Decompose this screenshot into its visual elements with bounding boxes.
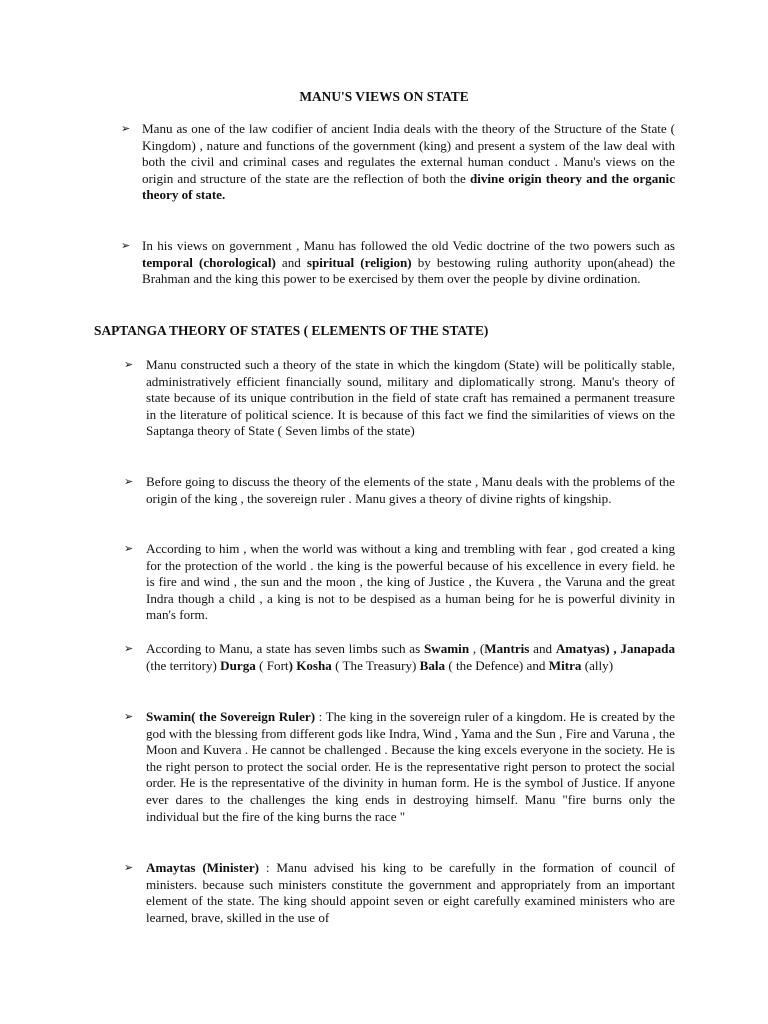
text-run: According to Manu, a state has seven limbs such as — [146, 641, 424, 656]
paragraph — [146, 541, 675, 624]
paragraph — [146, 641, 675, 674]
paragraph — [146, 357, 675, 440]
arrow-bullet-icon: ➢ — [124, 475, 134, 488]
arrow-bullet-icon: ➢ — [124, 642, 134, 655]
text-run: : Manu advised his king to be carefully in the formation of council of ministers. because such ministers constitute the government and appropriately from an important element of the state. The king should appoint seven or eight carefully examined ministers who are learned, brave, skilled in the use of — [146, 860, 676, 925]
bullet-item-before-discussing — [124, 474, 675, 507]
page-title: MANU'S VIEWS ON STATE — [299, 89, 469, 104]
text-run: Manu as one of the law codifier of ancient India deals with the theory of the Structure of the State ( Kingdom) , nature and functions of the government (king) and present a system of the law deal with both the civil and criminal cases and regulates the external human conduct . Manu's views on the origin and structure of the state are the reflection of both the — [142, 121, 675, 186]
bullet-item-seven-limbs — [124, 641, 675, 674]
bold-text-run: temporal (chorological) — [142, 254, 276, 270]
paragraph — [142, 121, 675, 204]
text-run: , ( — [469, 641, 485, 656]
text-run: ( the Defence) and — [445, 657, 549, 673]
bold-text-run: Swamin — [423, 641, 470, 656]
text-run: by bestowing ruling authority upon(ahead) the Brahman and the king this power to be exercised by them over the people by divine ordination. — [142, 254, 675, 287]
text-run: : The king in the sovereign ruler of a kingdom. He is created by the god with the blessing from different gods like Indra, Wind , Yama and the Sun , Fire and Varuna , the Moon and Kuvera . He cannot be challenged . Because the king excels everyone in the society. He is the right person to protect the social order. He is the representative right person to protect the social order. He is the representative of the divinity in human form. He is the symbol of Justice. If anyone ever dares to the challenges the king ends in destroying himself. Manu "fire burns only the individual but the fire of the king burns the race " — [146, 709, 675, 824]
paragraph — [146, 474, 675, 507]
bullet-item-manu-constructed-theory — [124, 357, 675, 440]
bold-text-run: Bala — [419, 657, 446, 673]
paragraph — [146, 709, 675, 825]
arrow-bullet-icon: ➢ — [124, 542, 134, 555]
bullet-item-swamin — [124, 709, 675, 825]
text-run: Before going to discuss the theory of the elements of the state , Manu deals with the problems of the origin of the king , the sovereign ruler . Manu gives a theory of divine rights of kingship. — [146, 474, 675, 506]
arrow-bullet-icon: ➢ — [124, 861, 134, 874]
text-run: ( The Treasury) — [331, 657, 420, 673]
bullet-item-views-on-government — [121, 238, 675, 288]
bullet-item-amaytas — [124, 860, 675, 926]
paragraph — [146, 860, 675, 926]
text-run: In his views on government , Manu has followed the old Vedic doctrine of the two powers such as — [142, 238, 675, 253]
text-run: (the territory) — [146, 657, 221, 673]
arrow-bullet-icon: ➢ — [124, 710, 134, 723]
bullet-item-manu-law-codifier — [121, 121, 675, 204]
paragraph — [142, 238, 675, 288]
text-run: (ally) — [581, 657, 614, 673]
text-run: and — [275, 254, 307, 270]
bullet-item-according-to-him — [124, 541, 675, 624]
bold-text-run: Mitra — [548, 657, 582, 673]
text-run: ( Fort — [255, 657, 289, 673]
text-run: According to him , when the world was without a king and trembling with fear , god created a king for the protection of the world . the king is the powerful because of his excellence in every field. he is fire and wind , the sun and the moon , the king of Justice , the Kuvera , the Varuna and the great Indra though a child , a king is not to be despised as a human being for he is powerful divinity in man's form. — [146, 541, 675, 623]
bold-text-run: Swamin( the Sovereign Ruler) — [146, 709, 316, 724]
bold-text-run: Mantris — [484, 641, 530, 656]
arrow-bullet-icon: ➢ — [124, 358, 134, 371]
section-heading: SAPTANGA THEORY OF STATES ( ELEMENTS OF THE STATE) — [94, 323, 489, 338]
arrow-bullet-icon: ➢ — [121, 122, 131, 135]
bold-text-run: ) Kosha — [288, 657, 332, 673]
bold-text-run: Durga — [220, 657, 256, 673]
bold-text-run: spiritual (religion) — [306, 254, 412, 270]
text-run: Manu constructed such a theory of the state in which the kingdom (State) will be politically stable, administratively efficient financially sound, military and diplomatically strong. Manu's theory of state because of its unique contribution in the field of state craft has remained a permanent treasure in the literature of political science. It is because of this fact we find the similarities of views on the Saptanga theory of State ( Seven limbs of the state) — [146, 357, 675, 439]
arrow-bullet-icon: ➢ — [121, 239, 131, 252]
bold-text-run: divine origin theory and the organic theory of state. — [142, 170, 676, 203]
bold-text-run: Amatyas) , Janapada — [555, 641, 676, 656]
bold-text-run: Amaytas (Minister) — [146, 860, 260, 875]
text-run: and — [529, 641, 556, 656]
